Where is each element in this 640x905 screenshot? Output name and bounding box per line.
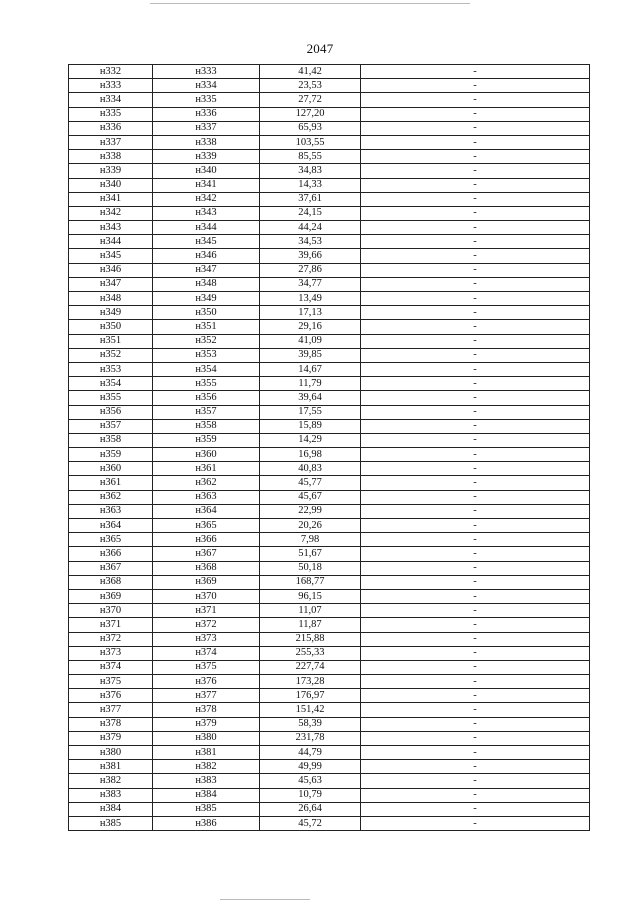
length-cell: 11,79 — [260, 377, 361, 391]
value-cell: - — [361, 660, 590, 674]
value-cell: - — [361, 731, 590, 745]
value-cell: - — [361, 746, 590, 760]
from-point-cell: н339 — [69, 164, 153, 178]
table-body — [69, 65, 590, 831]
length-cell: 227,74 — [260, 660, 361, 674]
length-cell: 44,24 — [260, 221, 361, 235]
value-cell: - — [361, 675, 590, 689]
table-row — [69, 788, 590, 802]
length-cell: 50,18 — [260, 561, 361, 575]
to-point-cell: н354 — [153, 362, 260, 376]
to-point-cell: н377 — [153, 689, 260, 703]
value-cell: - — [361, 462, 590, 476]
to-point-cell: н364 — [153, 504, 260, 518]
table-row — [69, 206, 590, 220]
value-cell: - — [361, 263, 590, 277]
table-row — [69, 405, 590, 419]
value-cell: - — [361, 561, 590, 575]
table-row — [69, 476, 590, 490]
table-row — [69, 519, 590, 533]
value-cell: - — [361, 107, 590, 121]
length-cell: 15,89 — [260, 419, 361, 433]
length-cell: 29,16 — [260, 320, 361, 334]
value-cell: - — [361, 632, 590, 646]
from-point-cell: н372 — [69, 632, 153, 646]
to-point-cell: н386 — [153, 816, 260, 830]
to-point-cell: н333 — [153, 65, 260, 79]
length-cell: 34,53 — [260, 235, 361, 249]
from-point-cell: н385 — [69, 816, 153, 830]
length-cell: 10,79 — [260, 788, 361, 802]
from-point-cell: н335 — [69, 107, 153, 121]
table-row — [69, 703, 590, 717]
table-row — [69, 121, 590, 135]
table-row — [69, 362, 590, 376]
length-cell: 26,64 — [260, 802, 361, 816]
to-point-cell: н379 — [153, 717, 260, 731]
to-point-cell: н383 — [153, 774, 260, 788]
from-point-cell: н341 — [69, 192, 153, 206]
table-row — [69, 391, 590, 405]
table-row — [69, 135, 590, 149]
to-point-cell: н384 — [153, 788, 260, 802]
value-cell: - — [361, 178, 590, 192]
length-cell: 11,87 — [260, 618, 361, 632]
table-row — [69, 164, 590, 178]
value-cell: - — [361, 419, 590, 433]
from-point-cell: н356 — [69, 405, 153, 419]
to-point-cell: н367 — [153, 547, 260, 561]
table-row — [69, 419, 590, 433]
from-point-cell: н384 — [69, 802, 153, 816]
from-point-cell: н358 — [69, 433, 153, 447]
length-cell: 24,15 — [260, 206, 361, 220]
value-cell: - — [361, 235, 590, 249]
value-cell: - — [361, 135, 590, 149]
table-row — [69, 462, 590, 476]
table-row — [69, 774, 590, 788]
table-row — [69, 79, 590, 93]
table-row — [69, 746, 590, 760]
to-point-cell: н343 — [153, 206, 260, 220]
value-cell: - — [361, 150, 590, 164]
length-cell: 45,67 — [260, 490, 361, 504]
coordinates-table — [68, 64, 590, 831]
value-cell: - — [361, 448, 590, 462]
from-point-cell: н337 — [69, 135, 153, 149]
length-cell: 65,93 — [260, 121, 361, 135]
to-point-cell: н374 — [153, 646, 260, 660]
length-cell: 16,98 — [260, 448, 361, 462]
to-point-cell: н340 — [153, 164, 260, 178]
table-row — [69, 618, 590, 632]
value-cell: - — [361, 292, 590, 306]
from-point-cell: н361 — [69, 476, 153, 490]
length-cell: 14,29 — [260, 433, 361, 447]
value-cell: - — [361, 306, 590, 320]
table-row — [69, 689, 590, 703]
table-row — [69, 760, 590, 774]
length-cell: 44,79 — [260, 746, 361, 760]
from-point-cell: н334 — [69, 93, 153, 107]
value-cell: - — [361, 760, 590, 774]
from-point-cell: н380 — [69, 746, 153, 760]
table-row — [69, 263, 590, 277]
from-point-cell: н370 — [69, 604, 153, 618]
table-row — [69, 306, 590, 320]
from-point-cell: н378 — [69, 717, 153, 731]
to-point-cell: н362 — [153, 476, 260, 490]
length-cell: 85,55 — [260, 150, 361, 164]
from-point-cell: н363 — [69, 504, 153, 518]
table-row — [69, 504, 590, 518]
from-point-cell: н376 — [69, 689, 153, 703]
to-point-cell: н337 — [153, 121, 260, 135]
value-cell: - — [361, 816, 590, 830]
to-point-cell: н369 — [153, 575, 260, 589]
table-row — [69, 221, 590, 235]
value-cell: - — [361, 334, 590, 348]
value-cell: - — [361, 164, 590, 178]
to-point-cell: н375 — [153, 660, 260, 674]
value-cell: - — [361, 93, 590, 107]
to-point-cell: н385 — [153, 802, 260, 816]
value-cell: - — [361, 320, 590, 334]
length-cell: 168,77 — [260, 575, 361, 589]
from-point-cell: н355 — [69, 391, 153, 405]
to-point-cell: н348 — [153, 277, 260, 291]
length-cell: 231,78 — [260, 731, 361, 745]
table-row — [69, 589, 590, 603]
length-cell: 27,86 — [260, 263, 361, 277]
table-row — [69, 178, 590, 192]
to-point-cell: н355 — [153, 377, 260, 391]
to-point-cell: н381 — [153, 746, 260, 760]
value-cell: - — [361, 717, 590, 731]
table-row — [69, 533, 590, 547]
to-point-cell: н376 — [153, 675, 260, 689]
value-cell: - — [361, 476, 590, 490]
table-row — [69, 561, 590, 575]
to-point-cell: н363 — [153, 490, 260, 504]
value-cell: - — [361, 504, 590, 518]
scan-edge-bottom — [220, 899, 310, 900]
table-row — [69, 816, 590, 830]
length-cell: 45,72 — [260, 816, 361, 830]
from-point-cell: н360 — [69, 462, 153, 476]
value-cell: - — [361, 547, 590, 561]
table-row — [69, 107, 590, 121]
length-cell: 17,13 — [260, 306, 361, 320]
to-point-cell: н368 — [153, 561, 260, 575]
value-cell: - — [361, 221, 590, 235]
to-point-cell: н344 — [153, 221, 260, 235]
length-cell: 20,26 — [260, 519, 361, 533]
from-point-cell: н345 — [69, 249, 153, 263]
value-cell: - — [361, 490, 590, 504]
to-point-cell: н366 — [153, 533, 260, 547]
from-point-cell: н382 — [69, 774, 153, 788]
value-cell: - — [361, 277, 590, 291]
table-row — [69, 192, 590, 206]
value-cell: - — [361, 192, 590, 206]
value-cell: - — [361, 774, 590, 788]
to-point-cell: н342 — [153, 192, 260, 206]
length-cell: 58,39 — [260, 717, 361, 731]
table-row — [69, 65, 590, 79]
table-row — [69, 249, 590, 263]
from-point-cell: н332 — [69, 65, 153, 79]
from-point-cell: н347 — [69, 277, 153, 291]
to-point-cell: н350 — [153, 306, 260, 320]
value-cell: - — [361, 433, 590, 447]
value-cell: - — [361, 703, 590, 717]
to-point-cell: н372 — [153, 618, 260, 632]
to-point-cell: н358 — [153, 419, 260, 433]
value-cell: - — [361, 79, 590, 93]
value-cell: - — [361, 377, 590, 391]
value-cell: - — [361, 519, 590, 533]
to-point-cell: н359 — [153, 433, 260, 447]
table-row — [69, 235, 590, 249]
table-row — [69, 377, 590, 391]
from-point-cell: н346 — [69, 263, 153, 277]
to-point-cell: н365 — [153, 519, 260, 533]
to-point-cell: н378 — [153, 703, 260, 717]
from-point-cell: н354 — [69, 377, 153, 391]
length-cell: 151,42 — [260, 703, 361, 717]
from-point-cell: н374 — [69, 660, 153, 674]
to-point-cell: н371 — [153, 604, 260, 618]
length-cell: 39,85 — [260, 348, 361, 362]
from-point-cell: н366 — [69, 547, 153, 561]
from-point-cell: н383 — [69, 788, 153, 802]
length-cell: 27,72 — [260, 93, 361, 107]
value-cell: - — [361, 788, 590, 802]
value-cell: - — [361, 65, 590, 79]
to-point-cell: н341 — [153, 178, 260, 192]
value-cell: - — [361, 391, 590, 405]
to-point-cell: н346 — [153, 249, 260, 263]
from-point-cell: н352 — [69, 348, 153, 362]
length-cell: 34,77 — [260, 277, 361, 291]
from-point-cell: н351 — [69, 334, 153, 348]
length-cell: 34,83 — [260, 164, 361, 178]
from-point-cell: н340 — [69, 178, 153, 192]
length-cell: 13,49 — [260, 292, 361, 306]
table-row — [69, 150, 590, 164]
table-row — [69, 802, 590, 816]
value-cell: - — [361, 589, 590, 603]
from-point-cell: н364 — [69, 519, 153, 533]
to-point-cell: н353 — [153, 348, 260, 362]
from-point-cell: н350 — [69, 320, 153, 334]
length-cell: 14,33 — [260, 178, 361, 192]
table-row — [69, 646, 590, 660]
length-cell: 103,55 — [260, 135, 361, 149]
table-row — [69, 675, 590, 689]
from-point-cell: н377 — [69, 703, 153, 717]
from-point-cell: н357 — [69, 419, 153, 433]
length-cell: 176,97 — [260, 689, 361, 703]
from-point-cell: н343 — [69, 221, 153, 235]
length-cell: 49,99 — [260, 760, 361, 774]
table-row — [69, 660, 590, 674]
length-cell: 127,20 — [260, 107, 361, 121]
length-cell: 40,83 — [260, 462, 361, 476]
value-cell: - — [361, 206, 590, 220]
from-point-cell: н348 — [69, 292, 153, 306]
table-row — [69, 93, 590, 107]
to-point-cell: н347 — [153, 263, 260, 277]
value-cell: - — [361, 533, 590, 547]
from-point-cell: н349 — [69, 306, 153, 320]
length-cell: 23,53 — [260, 79, 361, 93]
length-cell: 11,07 — [260, 604, 361, 618]
table-row — [69, 490, 590, 504]
length-cell: 51,67 — [260, 547, 361, 561]
value-cell: - — [361, 249, 590, 263]
to-point-cell: н356 — [153, 391, 260, 405]
to-point-cell: н361 — [153, 462, 260, 476]
from-point-cell: н344 — [69, 235, 153, 249]
length-cell: 37,61 — [260, 192, 361, 206]
to-point-cell: н370 — [153, 589, 260, 603]
length-cell: 45,63 — [260, 774, 361, 788]
table-row — [69, 433, 590, 447]
from-point-cell: н359 — [69, 448, 153, 462]
length-cell: 14,67 — [260, 362, 361, 376]
from-point-cell: н342 — [69, 206, 153, 220]
to-point-cell: н373 — [153, 632, 260, 646]
value-cell: - — [361, 604, 590, 618]
from-point-cell: н333 — [69, 79, 153, 93]
to-point-cell: н338 — [153, 135, 260, 149]
table-row — [69, 575, 590, 589]
to-point-cell: н351 — [153, 320, 260, 334]
value-cell: - — [361, 802, 590, 816]
to-point-cell: н357 — [153, 405, 260, 419]
table-row — [69, 547, 590, 561]
table-row — [69, 320, 590, 334]
to-point-cell: н334 — [153, 79, 260, 93]
from-point-cell: н367 — [69, 561, 153, 575]
value-cell: - — [361, 348, 590, 362]
from-point-cell: н362 — [69, 490, 153, 504]
length-cell: 96,15 — [260, 589, 361, 603]
table-row — [69, 731, 590, 745]
value-cell: - — [361, 362, 590, 376]
from-point-cell: н369 — [69, 589, 153, 603]
length-cell: 173,28 — [260, 675, 361, 689]
table-row — [69, 448, 590, 462]
length-cell: 39,64 — [260, 391, 361, 405]
to-point-cell: н352 — [153, 334, 260, 348]
from-point-cell: н373 — [69, 646, 153, 660]
from-point-cell: н379 — [69, 731, 153, 745]
from-point-cell: н336 — [69, 121, 153, 135]
from-point-cell: н338 — [69, 150, 153, 164]
from-point-cell: н375 — [69, 675, 153, 689]
to-point-cell: н382 — [153, 760, 260, 774]
to-point-cell: н336 — [153, 107, 260, 121]
table-row — [69, 717, 590, 731]
table-row — [69, 277, 590, 291]
scan-edge-top — [150, 3, 470, 4]
length-cell: 39,66 — [260, 249, 361, 263]
table-row — [69, 632, 590, 646]
length-cell: 255,33 — [260, 646, 361, 660]
length-cell: 22,99 — [260, 504, 361, 518]
table-row — [69, 604, 590, 618]
length-cell: 41,42 — [260, 65, 361, 79]
table-row — [69, 292, 590, 306]
to-point-cell: н339 — [153, 150, 260, 164]
value-cell: - — [361, 575, 590, 589]
from-point-cell: н371 — [69, 618, 153, 632]
length-cell: 41,09 — [260, 334, 361, 348]
from-point-cell: н365 — [69, 533, 153, 547]
length-cell: 7,98 — [260, 533, 361, 547]
to-point-cell: н345 — [153, 235, 260, 249]
to-point-cell: н335 — [153, 93, 260, 107]
value-cell: - — [361, 121, 590, 135]
to-point-cell: н349 — [153, 292, 260, 306]
length-cell: 17,55 — [260, 405, 361, 419]
table-row — [69, 348, 590, 362]
value-cell: - — [361, 689, 590, 703]
value-cell: - — [361, 405, 590, 419]
table-row — [69, 334, 590, 348]
page-number: 2047 — [306, 41, 334, 56]
to-point-cell: н380 — [153, 731, 260, 745]
length-cell: 215,88 — [260, 632, 361, 646]
from-point-cell: н381 — [69, 760, 153, 774]
from-point-cell: н353 — [69, 362, 153, 376]
value-cell: - — [361, 646, 590, 660]
value-cell: - — [361, 618, 590, 632]
from-point-cell: н368 — [69, 575, 153, 589]
to-point-cell: н360 — [153, 448, 260, 462]
length-cell: 45,77 — [260, 476, 361, 490]
